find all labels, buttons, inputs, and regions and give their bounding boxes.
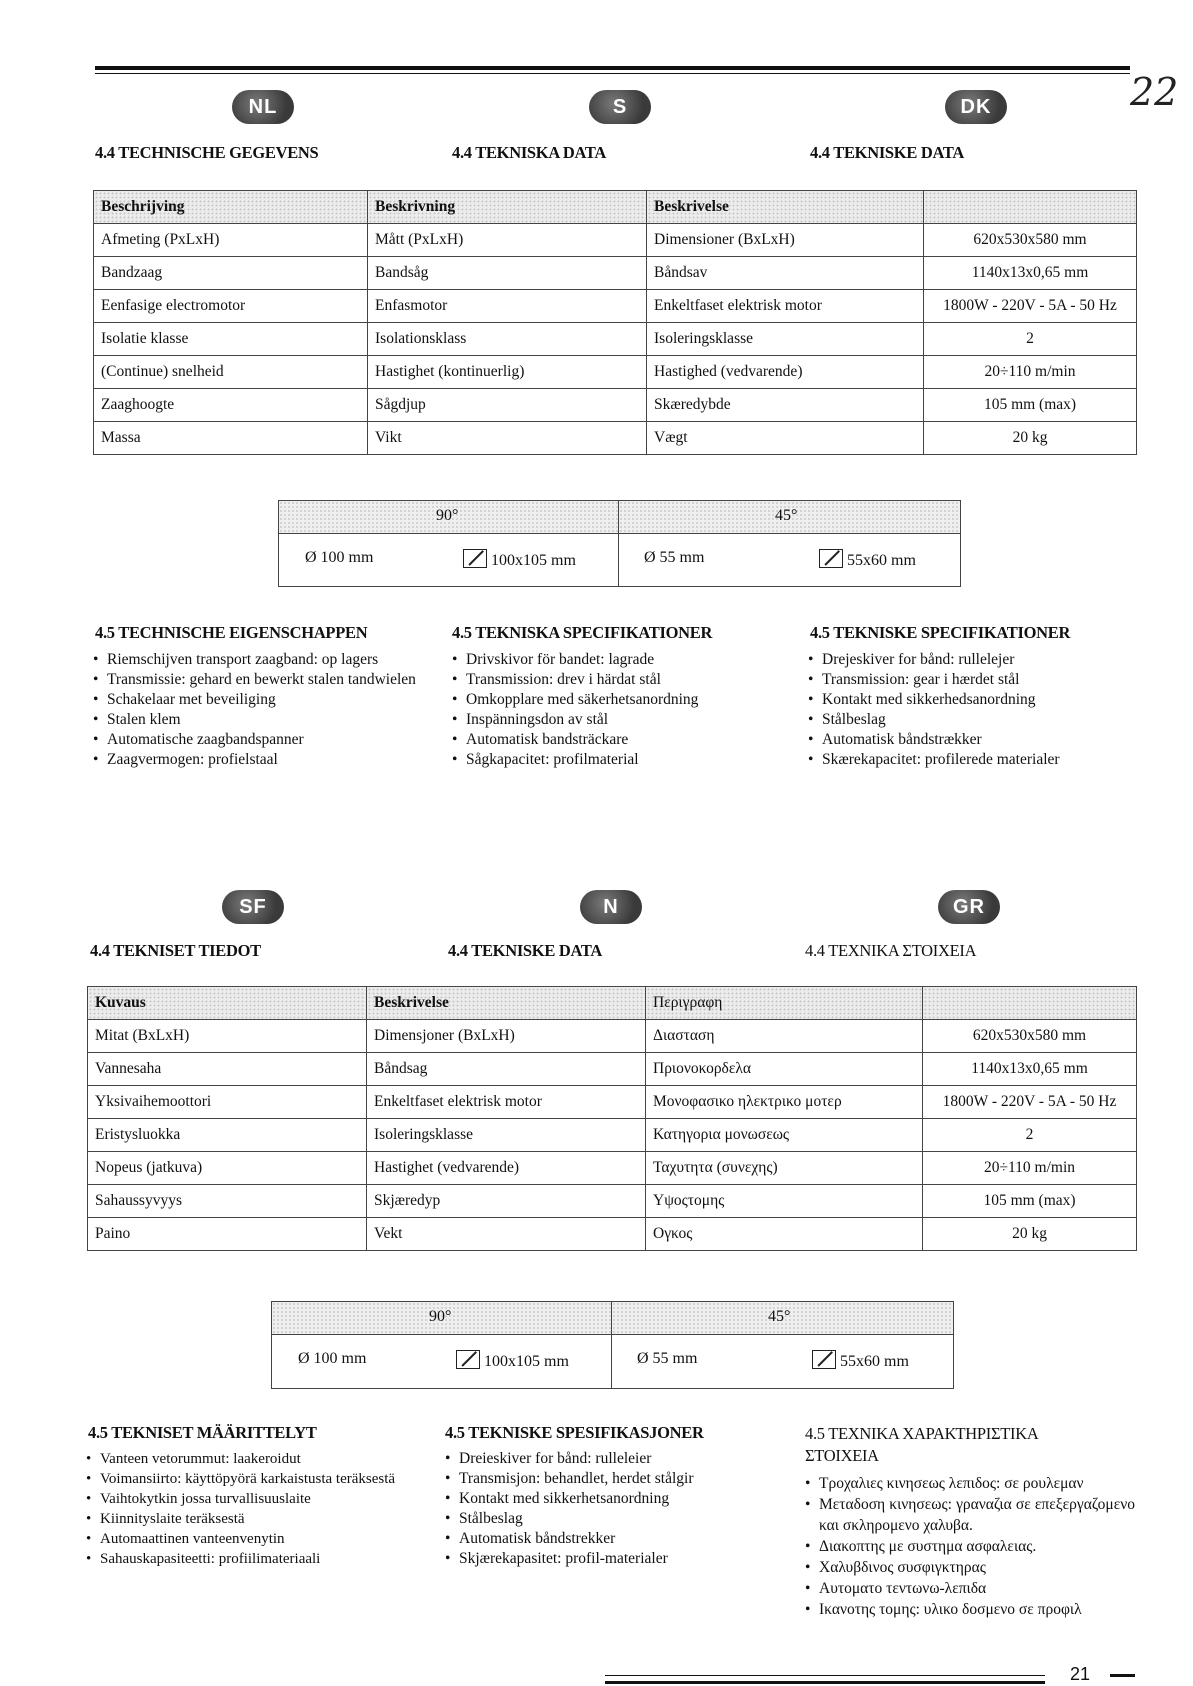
angle-90-label: 90°	[429, 1308, 452, 1325]
list-item: • Vanteen vetorummut: laakeroidut	[86, 1449, 426, 1469]
header-cell	[923, 987, 1137, 1020]
cell: Enfasmotor	[368, 290, 647, 323]
list-item: • Vaihtokytkin jossa turvallisuuslaite	[86, 1489, 426, 1509]
cell: Nopeus (jatkuva)	[88, 1152, 367, 1185]
heading-gr-technical-data: 4.4 ΤΕΧΝΙΚΑ ΣΤΟΙΧΕΙΑ	[805, 941, 977, 960]
heading-n-specifications: 4.5 TEKNISKE SPESIFIKASJONER	[445, 1423, 704, 1442]
cell: Bandzaag	[94, 257, 368, 290]
list-item: • Stalen klem	[93, 710, 423, 730]
list-item: • Automaattinen vanteenvenytin	[86, 1529, 426, 1549]
cut-divider	[618, 501, 619, 586]
table-row	[88, 1020, 1137, 1053]
cell: Enkeltfaset elektrisk motor	[647, 290, 924, 323]
cell: Mått (PxLxH)	[368, 224, 647, 257]
page-number-dash	[1110, 1674, 1135, 1677]
top-rule-thin	[95, 73, 1130, 74]
cell: Dimensioner (BxLxH)	[647, 224, 924, 257]
rect-capacity-90-value: 100x105 mm	[484, 1353, 569, 1370]
cell: Isolationsklass	[368, 323, 647, 356]
list-item: • Kontakt med sikkerhedsanordning	[808, 690, 1148, 710]
heading-nl-technical-data: 4.4 TECHNISCHE GEGEVENS	[95, 143, 319, 162]
list-item: • Automatische zaagbandspanner	[93, 730, 423, 750]
cell: Vannesaha	[88, 1053, 367, 1086]
cell: Isolatie klasse	[94, 323, 368, 356]
cell: Zaaghoogte	[94, 389, 368, 422]
value-cell: 20 kg	[924, 422, 1137, 455]
value-cell: 620x530x580 mm	[924, 224, 1137, 257]
list-item: • Αυτοματο τεντωνω-λεπιδα	[805, 1578, 1135, 1599]
list-item: • Transmission: gear i hærdet stål	[808, 670, 1148, 690]
cell: Sahaussyvyys	[88, 1185, 367, 1218]
value-cell: 20÷110 m/min	[924, 356, 1137, 389]
rect-capacity-90	[456, 1350, 569, 1371]
table-header-row	[94, 191, 1137, 224]
list-item: • Τροχαλιες κινησεως λεπιδος: σε ρουλεμαν	[805, 1473, 1135, 1494]
rect-capacity-90-value: 100x105 mm	[491, 552, 576, 569]
nl-spec-list	[93, 650, 423, 770]
table-row	[94, 290, 1137, 323]
header-cell: Beskrivning	[368, 191, 647, 224]
cell: (Continue) snelheid	[94, 356, 368, 389]
cell: Båndsag	[367, 1053, 646, 1086]
badge-sf: SF	[222, 890, 284, 924]
cell: Enkeltfaset elektrisk motor	[367, 1086, 646, 1119]
cell: Vekt	[367, 1218, 646, 1251]
cell: Hastighed (vedvarende)	[647, 356, 924, 389]
list-item: • Transmission: drev i härdat stål	[452, 670, 792, 690]
badge-n: N	[580, 890, 642, 924]
cell: Vægt	[647, 422, 924, 455]
list-item: • Kontakt med sikkerhetsanordning	[445, 1489, 785, 1509]
cell: Sågdjup	[368, 389, 647, 422]
heading-dk-technical-data: 4.4 TEKNISKE DATA	[810, 143, 964, 162]
round-capacity-90: Ø 100 mm	[305, 549, 374, 566]
cell: Eristysluokka	[88, 1119, 367, 1152]
list-item: • Sahauskapasiteetti: profiilimateriaali	[86, 1549, 426, 1569]
cell: Båndsav	[647, 257, 924, 290]
list-item: • Automatisk båndstrekker	[445, 1529, 785, 1549]
cell: Afmeting (PxLxH)	[94, 224, 368, 257]
sf-spec-list	[86, 1449, 426, 1569]
cell: Yksivaihemoottori	[88, 1086, 367, 1119]
list-item: • Automatisk bandsträckare	[452, 730, 792, 750]
heading-s-technical-data: 4.4 TEKNISKA DATA	[452, 143, 606, 162]
header-cell: Beschrijving	[94, 191, 368, 224]
cell: Διασταση	[646, 1020, 923, 1053]
table-row	[88, 1053, 1137, 1086]
top-cutting-capacity-box	[278, 500, 961, 587]
list-item: • Χαλυβδινος συσφιγκτηρας	[805, 1557, 1135, 1578]
cell: Isoleringsklasse	[647, 323, 924, 356]
angle-45-label: 45°	[775, 507, 798, 524]
header-cell: Περιγραφη	[646, 987, 923, 1020]
heading-nl-specifications: 4.5 TECHNISCHE EIGENSCHAPPEN	[95, 623, 368, 642]
bottom-spec-table	[87, 986, 1137, 1251]
rect-capacity-45	[812, 1350, 909, 1371]
rect-capacity-90	[463, 549, 576, 570]
list-item: • Schakelaar met beveiliging	[93, 690, 423, 710]
list-item: • Omkopplare med säkerhetsanordning	[452, 690, 792, 710]
rect-capacity-45	[819, 549, 916, 570]
badge-gr: GR	[938, 890, 1000, 924]
n-spec-list	[445, 1449, 785, 1569]
rectangular-section-icon	[456, 1350, 480, 1369]
heading-s-specifications: 4.5 TEKNISKA SPECIFIKATIONER	[452, 623, 713, 642]
round-capacity-45: Ø 55 mm	[644, 549, 705, 566]
cell: Ταχυτητα (συνεχης)	[646, 1152, 923, 1185]
list-item: • Voimansiirto: käyttöpyörä karkaistusta teräksestä	[86, 1469, 426, 1489]
list-item: • Drejeskiver for bånd: rullelejer	[808, 650, 1148, 670]
table-row	[94, 323, 1137, 356]
badge-s: S	[589, 90, 651, 124]
table-row	[94, 356, 1137, 389]
heading-gr-specifications: 4.5 ΤΕΧΝΙΚΑ ΧΑΡΑΚΤΗΡΙΣΤΙΚΑ ΣΤΟΙΧΕΙΑ	[805, 1424, 1038, 1465]
footer-rule	[605, 1681, 1045, 1684]
dk-spec-list	[808, 650, 1148, 770]
round-capacity-45: Ø 55 mm	[637, 1350, 698, 1367]
bottom-cutting-capacity-box	[271, 1301, 954, 1389]
corner-handwritten-mark: 22	[1130, 70, 1179, 114]
rectangular-section-icon	[819, 549, 843, 568]
cell: Hastighet (kontinuerlig)	[368, 356, 647, 389]
list-item: • Skjærekapasitet: profil-materialer	[445, 1549, 785, 1569]
table-row	[88, 1152, 1137, 1185]
badge-nl: NL	[232, 90, 294, 124]
list-item: • Skærekapacitet: profilerede materialer	[808, 750, 1148, 770]
cell: Eenfasige electromotor	[94, 290, 368, 323]
heading-dk-specifications: 4.5 TEKNISKE SPECIFIKATIONER	[810, 623, 1071, 642]
table-row	[88, 1218, 1137, 1251]
cell: Vikt	[368, 422, 647, 455]
list-item: • Kiinnityslaite teräksestä	[86, 1509, 426, 1529]
cell: Paino	[88, 1218, 367, 1251]
angle-90-label: 90°	[436, 507, 459, 524]
cell: Κατηγορια μονωσεως	[646, 1119, 923, 1152]
cell: Isoleringsklasse	[367, 1119, 646, 1152]
page-number: 21	[1070, 1664, 1091, 1684]
cut-header-band	[279, 501, 960, 534]
table-row	[88, 1119, 1137, 1152]
list-item: • Διακοπτης με συστημα ασφαλειας.	[805, 1536, 1135, 1557]
list-item: • Drivskivor för bandet: lagrade	[452, 650, 792, 670]
list-item: • Riemschijven transport zaagband: op lagers	[93, 650, 423, 670]
list-item: • Automatisk båndstrækker	[808, 730, 1148, 750]
table-row	[94, 389, 1137, 422]
top-spec-table	[93, 190, 1137, 455]
cell: Υψοςτομης	[646, 1185, 923, 1218]
header-cell: Kuvaus	[88, 987, 367, 1020]
value-cell: 20 kg	[923, 1218, 1137, 1251]
cell: Hastighet (vedvarende)	[367, 1152, 646, 1185]
cell: Massa	[94, 422, 368, 455]
table-row	[88, 1086, 1137, 1119]
list-item: • Dreieskiver for bånd: rulleleier	[445, 1449, 785, 1469]
cell: Bandsåg	[368, 257, 647, 290]
cell: Skæredybde	[647, 389, 924, 422]
header-cell	[924, 191, 1137, 224]
heading-n-technical-data: 4.4 TEKNISKE DATA	[448, 941, 602, 960]
round-capacity-90: Ø 100 mm	[298, 1350, 367, 1367]
badge-dk: DK	[945, 90, 1007, 124]
heading-sf-specifications: 4.5 TEKNISET MÄÄRITTELYT	[88, 1423, 317, 1442]
value-cell: 1800W - 220V - 5A - 50 Hz	[923, 1086, 1137, 1119]
list-item: • Transmisjon: behandlet, herdet stålgir	[445, 1469, 785, 1489]
table-header-row	[88, 987, 1137, 1020]
value-cell: 1800W - 220V - 5A - 50 Hz	[924, 290, 1137, 323]
value-cell: 2	[924, 323, 1137, 356]
value-cell: 1140x13x0,65 mm	[924, 257, 1137, 290]
list-item: • Stålbeslag	[445, 1509, 785, 1529]
list-item: • Transmissie: gehard en bewerkt stalen tandwielen	[93, 670, 423, 690]
cell: Μονοφασικο ηλεκτρικο μοτερ	[646, 1086, 923, 1119]
rectangular-section-icon	[463, 549, 487, 568]
top-rule	[95, 66, 1130, 70]
cell: Πριονοκορδελα	[646, 1053, 923, 1086]
table-row	[94, 224, 1137, 257]
value-cell: 105 mm (max)	[923, 1185, 1137, 1218]
angle-45-label: 45°	[768, 1308, 791, 1325]
header-cell: Beskrivelse	[367, 987, 646, 1020]
value-cell: 105 mm (max)	[924, 389, 1137, 422]
list-item: • Μεταδοση κινησεως: γραναζια σε επεξεργαζομενο και σκληρομενο χαλυβα.	[805, 1494, 1135, 1536]
list-item: • Ικανοτης τομης: υλικο δοσμενο σε προφιλ	[805, 1599, 1135, 1620]
list-item: • Inspänningsdon av stål	[452, 710, 792, 730]
cut-divider	[611, 1302, 612, 1388]
header-cell: Beskrivelse	[647, 191, 924, 224]
rect-capacity-45-value: 55x60 mm	[840, 1353, 909, 1370]
table-row	[94, 257, 1137, 290]
gr-spec-list	[805, 1473, 1135, 1620]
cut-header-band	[272, 1302, 953, 1335]
list-item: • Stålbeslag	[808, 710, 1148, 730]
table-row	[88, 1185, 1137, 1218]
list-item: • Zaagvermogen: profielstaal	[93, 750, 423, 770]
rectangular-section-icon	[812, 1350, 836, 1369]
value-cell: 620x530x580 mm	[923, 1020, 1137, 1053]
value-cell: 2	[923, 1119, 1137, 1152]
cell: Skjæredyp	[367, 1185, 646, 1218]
heading-sf-technical-data: 4.4 TEKNISET TIEDOT	[90, 941, 261, 960]
s-spec-list	[452, 650, 792, 770]
cell: Ογκος	[646, 1218, 923, 1251]
cell: Dimensjoner (BxLxH)	[367, 1020, 646, 1053]
cell: Mitat (BxLxH)	[88, 1020, 367, 1053]
value-cell: 20÷110 m/min	[923, 1152, 1137, 1185]
value-cell: 1140x13x0,65 mm	[923, 1053, 1137, 1086]
rect-capacity-45-value: 55x60 mm	[847, 552, 916, 569]
footer-rule-thin	[605, 1675, 1045, 1676]
list-item: • Sågkapacitet: profilmaterial	[452, 750, 792, 770]
table-row	[94, 422, 1137, 455]
